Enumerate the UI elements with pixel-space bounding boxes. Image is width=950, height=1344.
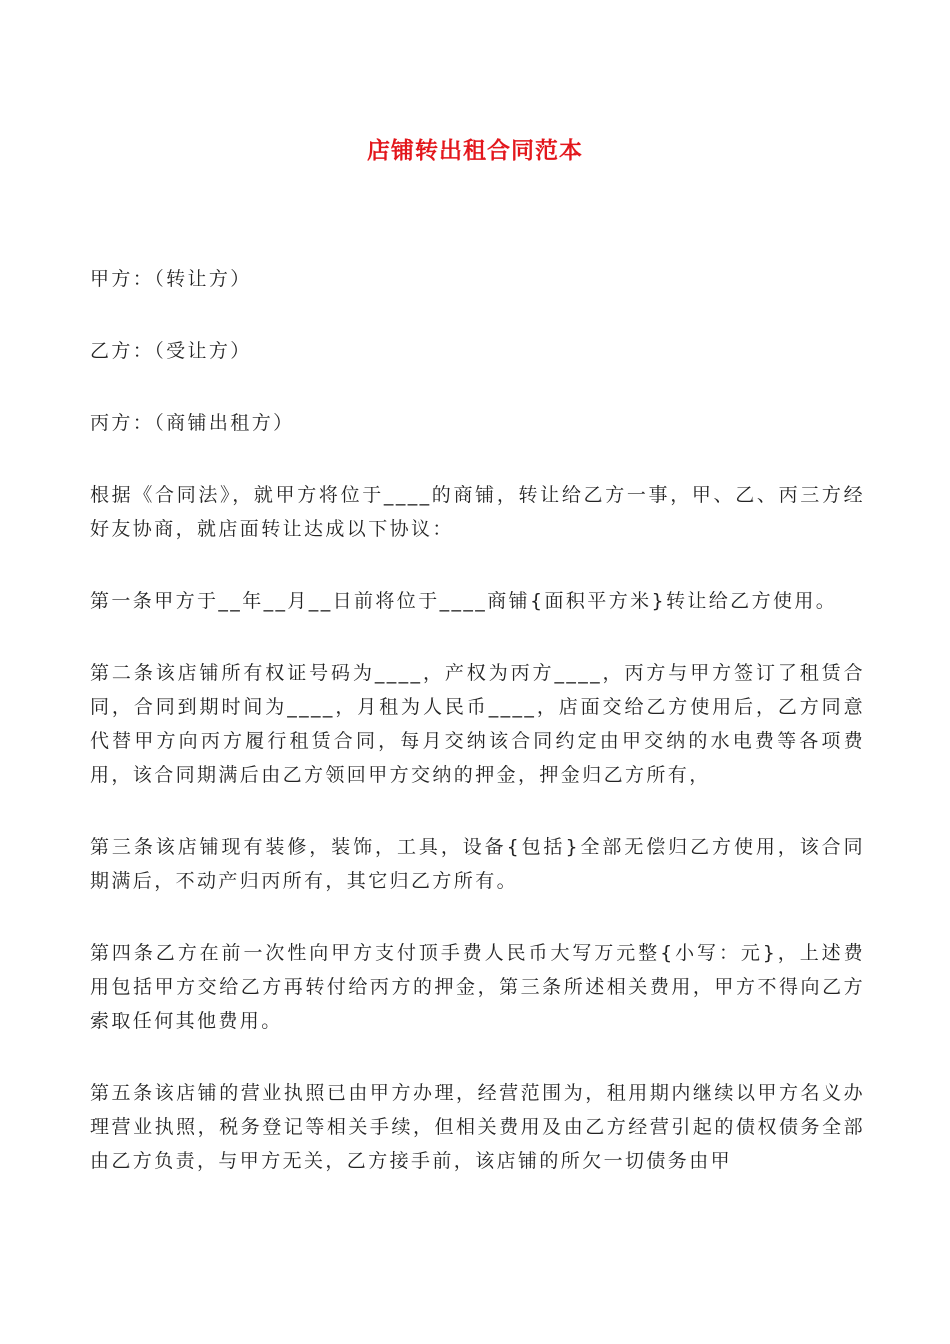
party-c-line: 丙方：（商铺出租方）: [90, 412, 295, 434]
article-3-paragraph: 第三条该店铺现有装修，装饰，工具，设备{包括}全部无偿归乙方使用，该合同期满后，不动产归丙所有，其它归乙方所有。: [90, 836, 865, 892]
article-5-paragraph: 第五条该店铺的营业执照已由甲方办理，经营范围为，租用期内继续以甲方名义办理营业执照，税务登记等相关手续，但相关费用及由乙方经营引起的债权债务全部由乙方负责，与甲方无关，乙方接手前，该店铺的所欠一切债务由甲: [90, 1082, 865, 1172]
document-title: 店铺转出租合同范本: [367, 138, 583, 164]
party-a-line: 甲方：（转让方）: [90, 268, 252, 290]
article-2-paragraph: 第二条该店铺所有权证号码为____，产权为丙方____，丙方与甲方签订了租赁合同，合同到期时间为____，月租为人民币____，店面交给乙方使用后，乙方同意代替甲方向丙方履行租赁合同，每月交纳该合同约定由甲交纳的水电费等各项费用，该合同期满后由乙方领回甲方交纳的押金，押金归乙方所有，: [90, 662, 865, 786]
document-body: [90, 262, 865, 1216]
preamble-paragraph: 根据《合同法》，就甲方将位于____的商铺，转让给乙方一事，甲、乙、丙三方经好友协商，就店面转让达成以下协议：: [90, 484, 865, 540]
article-1-paragraph: 第一条甲方于__年__月__日前将位于____商铺{面积平方米}转让给乙方使用。: [90, 590, 838, 612]
article-4-paragraph: 第四条乙方在前一次性向甲方支付顶手费人民币大写万元整{小写：元}，上述费用包括甲方交给乙方再转付给丙方的押金，第三条所述相关费用，甲方不得向乙方索取任何其他费用。: [90, 942, 865, 1032]
party-b-line: 乙方：（受让方）: [90, 340, 252, 362]
